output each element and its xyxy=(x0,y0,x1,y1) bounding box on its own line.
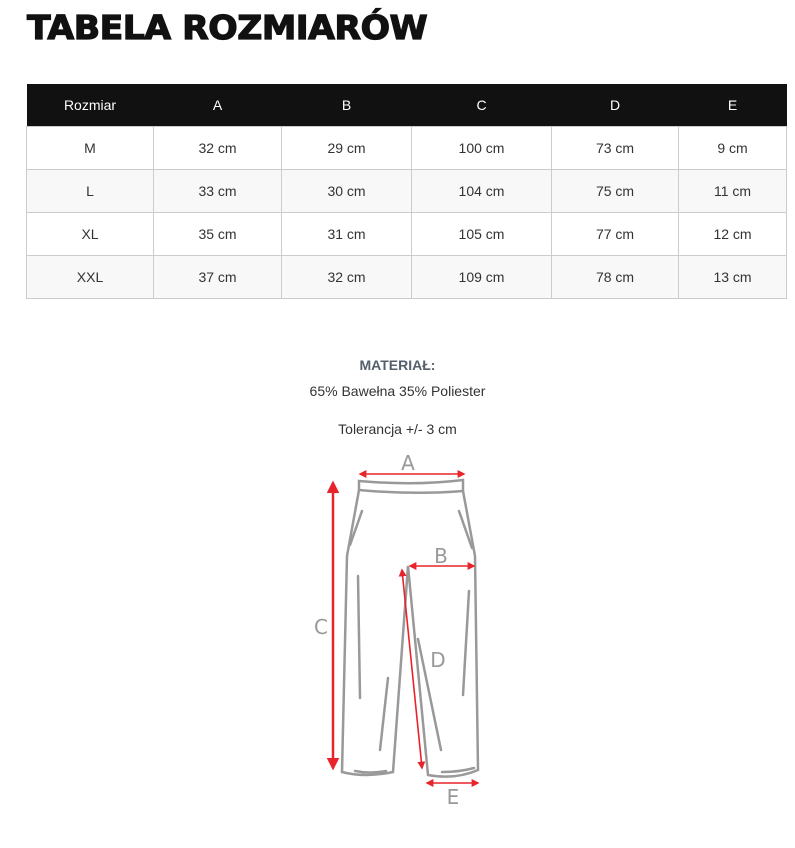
table-row xyxy=(27,213,787,256)
size-cell: M xyxy=(27,127,154,170)
measurement-cell: 13 cm xyxy=(679,256,787,299)
measurement-cell: 12 cm xyxy=(679,213,787,256)
measurement-cell: 105 cm xyxy=(412,213,552,256)
tolerance-text: Tolerancja +/- 3 cm xyxy=(338,421,457,437)
measurement-cell: 37 cm xyxy=(154,256,282,299)
measurement-cell: 31 cm xyxy=(282,213,412,256)
measurement-cell: 35 cm xyxy=(154,213,282,256)
measurement-cell: 29 cm xyxy=(282,127,412,170)
size-cell: XL xyxy=(27,213,154,256)
label-a: A xyxy=(401,451,415,475)
header-c: C xyxy=(412,84,552,127)
header-a: A xyxy=(154,84,282,127)
measurement-cell: 75 cm xyxy=(552,170,679,213)
header-d: D xyxy=(552,84,679,127)
size-cell: XXL xyxy=(27,256,154,299)
table-row xyxy=(27,256,787,299)
label-c: C xyxy=(314,615,328,639)
measurement-cell: 77 cm xyxy=(552,213,679,256)
label-b: B xyxy=(434,544,448,568)
material-composition: 65% Bawełna 35% Poliester xyxy=(309,383,486,399)
label-e: E xyxy=(446,785,460,809)
measurement-cell: 104 cm xyxy=(412,170,552,213)
label-d: D xyxy=(430,648,446,672)
measurement-cell: 73 cm xyxy=(552,127,679,170)
measurement-cell: 11 cm xyxy=(679,170,787,213)
measurement-cell: 9 cm xyxy=(679,127,787,170)
header-e: E xyxy=(679,84,787,127)
measurement-cell: 30 cm xyxy=(282,170,412,213)
measurement-cell: 78 cm xyxy=(552,256,679,299)
measurement-cell: 100 cm xyxy=(412,127,552,170)
measurement-cell: 109 cm xyxy=(412,256,552,299)
table-header-row xyxy=(27,84,787,127)
table-row xyxy=(27,170,787,213)
page-title: TABELA ROZMIARÓW xyxy=(27,8,428,47)
pants-measurement-diagram xyxy=(300,450,500,810)
measurement-cell: 32 cm xyxy=(282,256,412,299)
size-table xyxy=(26,84,787,299)
pants-outline xyxy=(342,480,478,777)
size-cell: L xyxy=(27,170,154,213)
header-b: B xyxy=(282,84,412,127)
material-label: MATERIAŁ: xyxy=(359,357,436,373)
header-size: Rozmiar xyxy=(27,84,154,127)
measurement-cell: 33 cm xyxy=(154,170,282,213)
table-row xyxy=(27,127,787,170)
measurement-cell: 32 cm xyxy=(154,127,282,170)
